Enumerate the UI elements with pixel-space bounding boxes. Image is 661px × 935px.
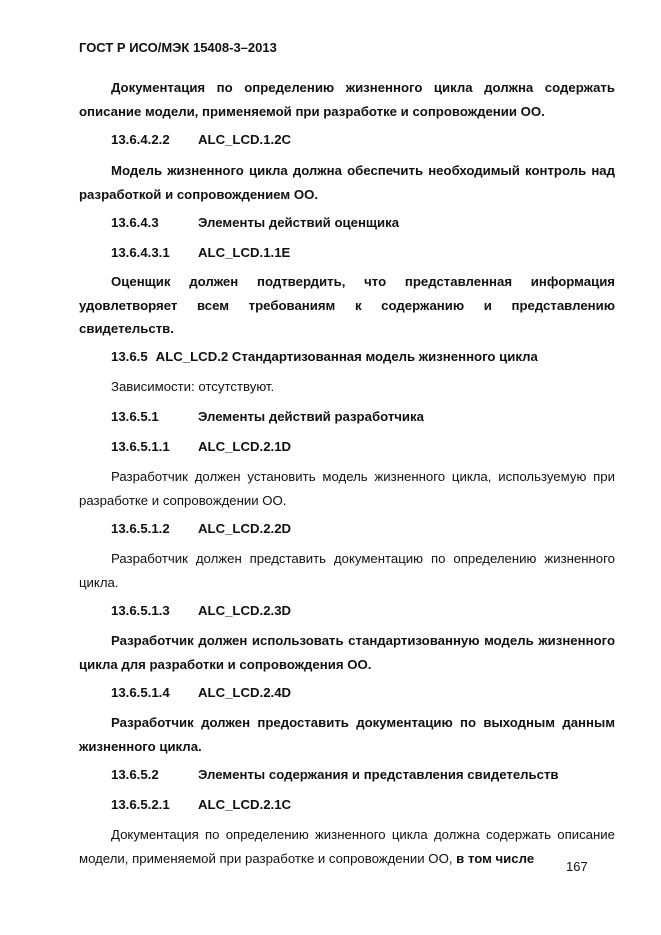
- paragraph-6: Разработчик должен представить документацию по определению жизненного цикла.: [79, 551, 615, 590]
- section-heading-13-6-4-2-2: [111, 128, 291, 152]
- section-number: 13.6.4.2.2: [111, 132, 170, 147]
- section-number: 13.6.5.1.3: [111, 603, 170, 618]
- section-heading-13-6-5-2-1: [111, 793, 291, 817]
- section-title: Элементы содержания и представления свидетельств: [198, 767, 559, 782]
- section-number: 13.6.4.3: [111, 215, 159, 230]
- section-number: 13.6.4.3.1: [111, 245, 170, 260]
- section-title: ALC_LCD.2.1C: [198, 797, 292, 812]
- section-number: 13.6.5.1: [111, 409, 159, 424]
- section-heading-13-6-5-1: [111, 405, 424, 429]
- section-heading-13-6-5-2: [111, 763, 559, 787]
- section-heading-13-6-4-3-1: [111, 241, 290, 265]
- paragraph-7: Разработчик должен использовать стандартизованную модель жизненного цикла для разработки и сопровождения ОО.: [79, 633, 615, 672]
- paragraph-9-text: Документация по определению жизненного цикла должна содержать описание модели, применяемой при разработке и сопровождении ОО,: [79, 827, 615, 866]
- section-number: 13.6.5.2: [111, 767, 159, 782]
- section-title: Элементы действий разработчика: [198, 409, 424, 424]
- document-header: ГОСТ Р ИСО/МЭК 15408-3–2013: [79, 40, 277, 55]
- paragraph-1: Документация по определению жизненного цикла должна содержать описание модели, применяемой при разработке и сопровождении ОО.: [79, 80, 615, 119]
- paragraph-8: Разработчик должен предоставить документацию по выходным данным жизненного цикла.: [79, 715, 615, 754]
- section-title: Элементы действий оценщика: [198, 215, 400, 230]
- section-heading-13-6-5-1-1: [111, 435, 291, 459]
- section-number: 13.6.5.1.4: [111, 685, 170, 700]
- section-heading-13-6-5-1-4: [111, 681, 291, 705]
- section-number: 13.6.5.1.2: [111, 521, 170, 536]
- section-heading-13-6-5: [111, 345, 538, 369]
- page-number: 167: [566, 859, 588, 874]
- section-title: ALC_LCD.2.4D: [198, 685, 292, 700]
- section-heading-13-6-5-1-2: [111, 517, 291, 541]
- section-title: ALC_LCD.1.2C: [198, 132, 292, 147]
- paragraph-9-bold-tail: в том числе: [456, 850, 535, 866]
- paragraph-5: Разработчик должен установить модель жизненного цикла, используемую при разработке и сопровождении ОО.: [79, 469, 615, 508]
- section-number: 13.6.5: [111, 349, 148, 364]
- section-number: 13.6.5.1.1: [111, 439, 170, 454]
- paragraph-2: Модель жизненного цикла должна обеспечить необходимый контроль над разработкой и сопровождением ОО.: [79, 163, 615, 202]
- section-title: ALC_LCD.1.1E: [198, 245, 291, 260]
- section-heading-13-6-4-3: [111, 211, 399, 235]
- section-title: ALC_LCD.2 Стандартизованная модель жизненного цикла: [155, 349, 538, 364]
- section-title: ALC_LCD.2.2D: [198, 521, 292, 536]
- section-title: ALC_LCD.2.3D: [198, 603, 292, 618]
- paragraph-4: Зависимости: отсутствуют.: [111, 379, 275, 394]
- section-heading-13-6-5-1-3: [111, 599, 291, 623]
- section-title: ALC_LCD.2.1D: [198, 439, 292, 454]
- paragraph-3: Оценщик должен подтвердить, что представленная информация удовлетворяет всем требованиям к содержанию и представлению свидетельств.: [79, 274, 615, 336]
- section-number: 13.6.5.2.1: [111, 797, 170, 812]
- paragraph-9: [79, 823, 615, 870]
